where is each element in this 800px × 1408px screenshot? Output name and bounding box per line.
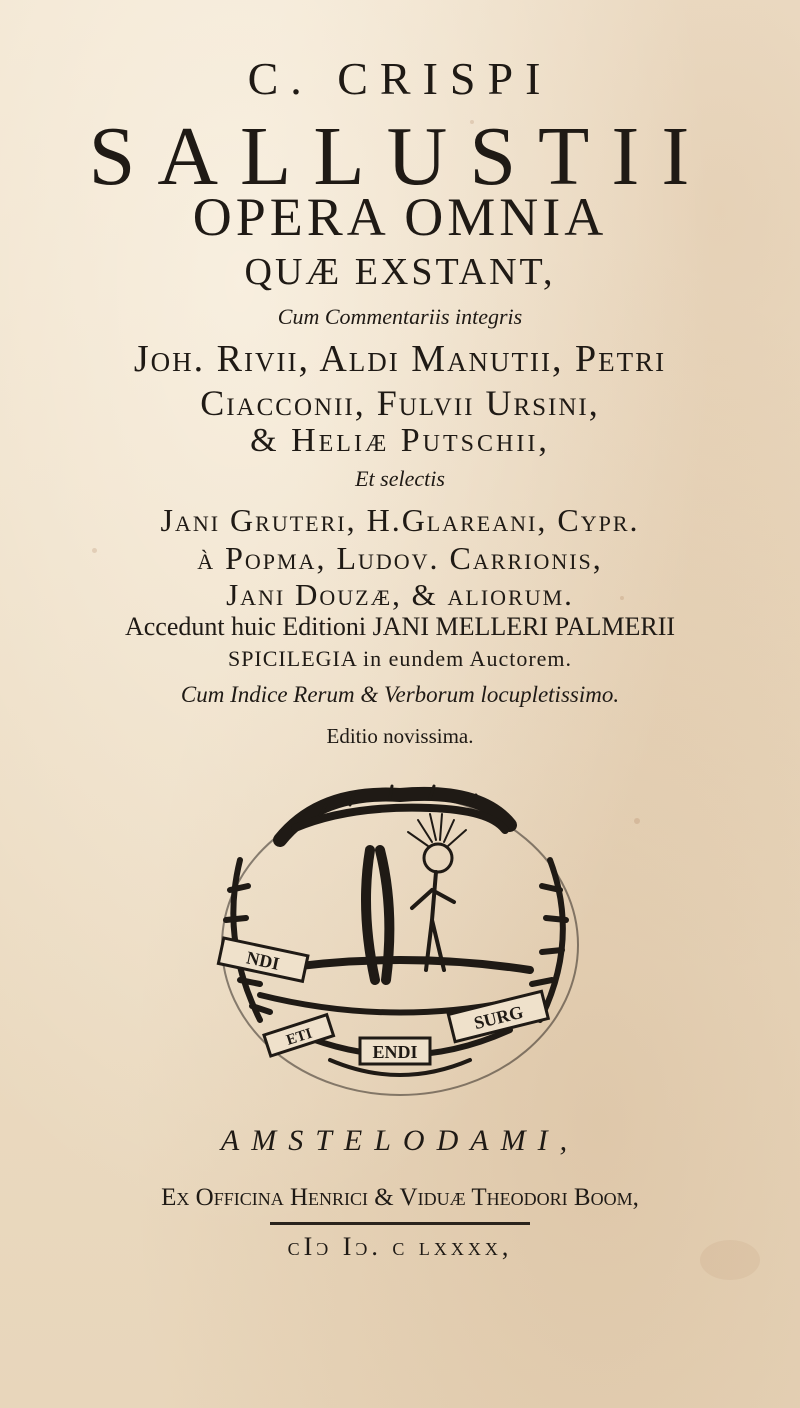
edition-addition: Accedunt huic Editioni JANI MELLERI PALMERII <box>124 612 676 641</box>
commentators-line-2: Ciacconii, Fulvii Ursini, <box>200 383 600 423</box>
imprint-date: cIɔ Iɔ. c lxxxx, <box>287 1232 513 1261</box>
banner-bottom <box>360 1038 430 1064</box>
edition-note: Editio novissima. <box>326 724 474 748</box>
sunburst <box>408 814 466 872</box>
foxing-spot <box>634 818 640 824</box>
selected-commentators-2: à Popma, Ludov. Carrionis, <box>197 540 603 576</box>
imprint-rule <box>270 1222 530 1225</box>
selections-intro: Et selectis <box>355 466 445 491</box>
selected-commentators-3: Jani Douzæ, & aliorum. <box>226 577 574 612</box>
banner-left-text: NDI <box>244 947 282 974</box>
imprint-printer: Ex Officina Henrici & Viduæ Theodori Boom, <box>161 1184 639 1211</box>
commentary-intro: Cum Commentariis integris <box>277 304 523 329</box>
banner-left <box>218 938 308 981</box>
banner-right-text: SURG <box>471 1001 526 1034</box>
ribbon-mid-text: ETI <box>284 1025 315 1049</box>
printers-device-woodcut <box>200 780 600 1100</box>
work-subtitle: QUÆ EXSTANT, <box>244 251 556 293</box>
index-line: Cum Indice Rerum & Verborum locupletissimo. <box>180 682 620 707</box>
imprint-place: AMSTELODAMI, <box>220 1124 580 1157</box>
standing-figure <box>412 872 454 970</box>
author-name: SALLUSTII <box>88 110 712 203</box>
work-title: OPERA OMNIA <box>192 187 608 247</box>
author-praenomen: C. CRISPI <box>247 53 553 104</box>
banner-bottom-text: ENDI <box>372 1042 418 1062</box>
ground <box>270 960 530 970</box>
commentators-line-1: Joh. Rivii, Aldi Manutii, Petri <box>133 338 667 380</box>
spicilegia-line: SPICILEGIA in eundem Auctorem. <box>227 646 573 671</box>
commentators-line-3: & Heliæ Putschii, <box>250 422 550 459</box>
ribbon-mid <box>264 1015 334 1056</box>
selected-commentators-1: Jani Gruteri, H.Glareani, Cypr. <box>160 502 640 538</box>
